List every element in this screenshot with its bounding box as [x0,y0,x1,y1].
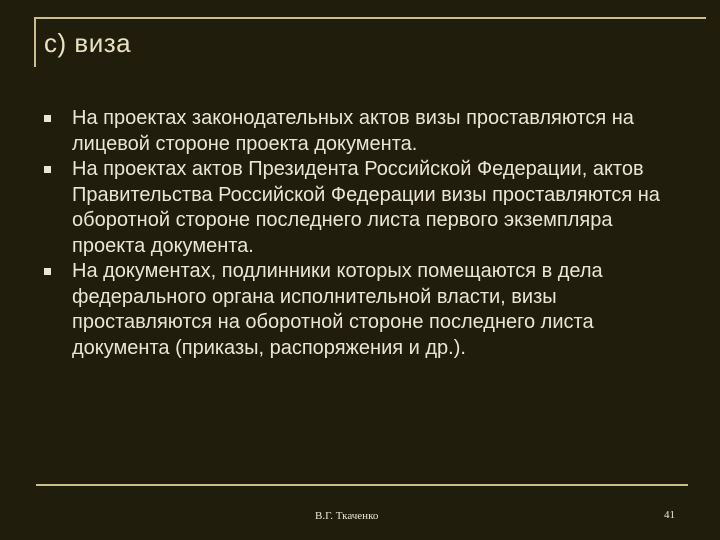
footer-author: В.Г. Ткаченко [315,510,379,522]
bullet-list [40,106,690,361]
bullet-item [40,157,690,259]
square-bullet-icon [44,115,51,122]
title-frame-top-rule [34,17,706,19]
slide-title: с) виза [44,28,132,58]
bullet-text: На проектах законодательных актов визы проставляются на лицевой стороне проекта документа. [72,107,634,155]
bullet-text: На проектах актов Президента Российской Федерации, актов Правительства Российской Федерации визы проставляются на оборотной стороне последнего листа первого экземпляра проекта документа. [72,158,660,257]
bullet-text: На документах, подлинники которых помещаются в дела федерального органа исполнительной власти, визы проставляются на оборотной стороне последнего листа документа (приказы, распоряжения и др.). [72,260,603,359]
bullet-item [40,259,690,361]
footer-rule [36,484,688,486]
bullet-item [40,106,690,157]
square-bullet-icon [44,166,51,173]
square-bullet-icon [44,268,51,275]
title-frame-left-rule [34,17,36,67]
page-number: 41 [664,509,675,521]
